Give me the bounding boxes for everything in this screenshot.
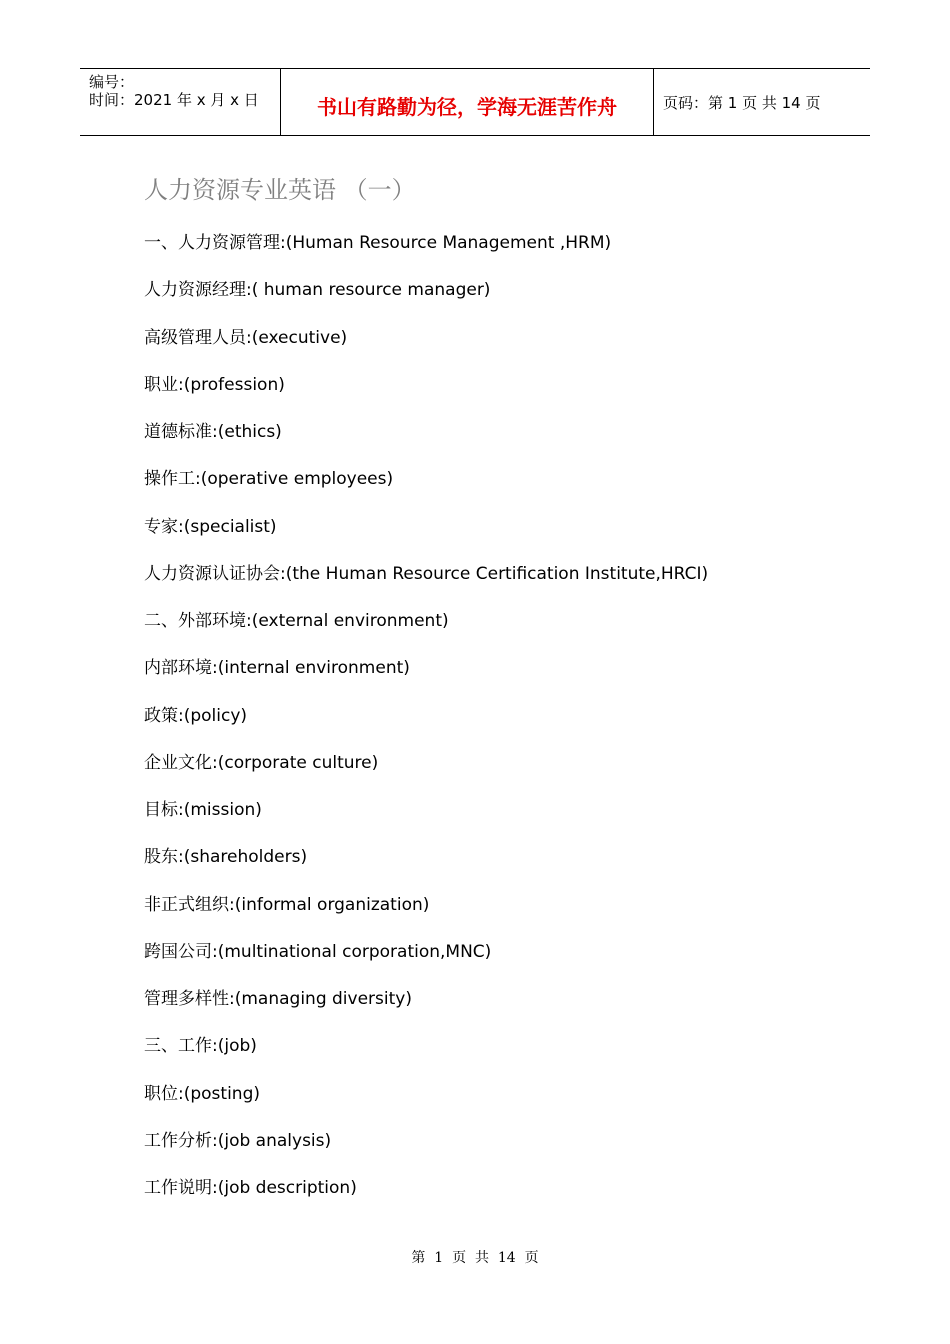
vocabulary-entry: 工作说明:(job description)	[144, 1178, 357, 1198]
header-motto-cell	[281, 69, 654, 135]
vocabulary-entry: 高级管理人员:(executive)	[144, 327, 348, 348]
vocabulary-entry: 工作分析:(job analysis)	[144, 1130, 332, 1151]
document-title: 人力资源专业英语 （一）	[144, 176, 416, 204]
motto-text: 书山有路勤为径，学海无涯苦作舟	[317, 95, 617, 119]
vocabulary-entry: 目标:(mission)	[144, 800, 262, 820]
vocabulary-entry: 职业:(profession)	[144, 374, 285, 395]
page-info: 页码：第 1 页 共 14 页	[663, 94, 821, 112]
vocabulary-entry: 内部环境:(internal environment)	[144, 658, 410, 679]
vocabulary-list	[144, 232, 708, 1224]
vocabulary-entry: 人力资源认证协会:(the Human Resource Certification Institute,HRCI)	[144, 563, 709, 584]
vocabulary-entry: 政策:(policy)	[144, 705, 248, 726]
header-table	[80, 68, 870, 136]
vocabulary-entry: 职位:(posting)	[144, 1083, 260, 1104]
vocabulary-entry: 股东:(shareholders)	[144, 847, 308, 868]
vocabulary-entry: 企业文化:(corporate culture)	[144, 752, 379, 773]
vocabulary-entry: 跨国公司:(multinational corporation,MNC)	[144, 941, 492, 962]
page-footer: 第 1 页 共 14 页	[411, 1250, 539, 1266]
vocabulary-entry: 操作工:(operative employees)	[144, 469, 394, 490]
document-number-label: 编号：	[89, 73, 135, 91]
vocabulary-entry: 二、外部环境:(external environment)	[144, 611, 449, 631]
header-page-cell	[654, 69, 870, 135]
vocabulary-entry: 三、工作:(job)	[144, 1036, 257, 1057]
document-date-label: 时间：2021 年 x 月 x 日	[89, 91, 259, 109]
vocabulary-entry: 一、人力资源管理:(Human Resource Management ,HRM)	[144, 233, 612, 253]
vocabulary-entry: 人力资源经理:( human resource manager)	[144, 280, 491, 301]
header-meta-cell	[80, 69, 281, 135]
vocabulary-entry: 专家:(specialist)	[144, 516, 277, 537]
vocabulary-entry: 道德标准:(ethics)	[144, 422, 282, 442]
vocabulary-entry: 非正式组织:(informal organization)	[144, 894, 430, 915]
vocabulary-entry: 管理多样性:(managing diversity)	[144, 989, 412, 1009]
